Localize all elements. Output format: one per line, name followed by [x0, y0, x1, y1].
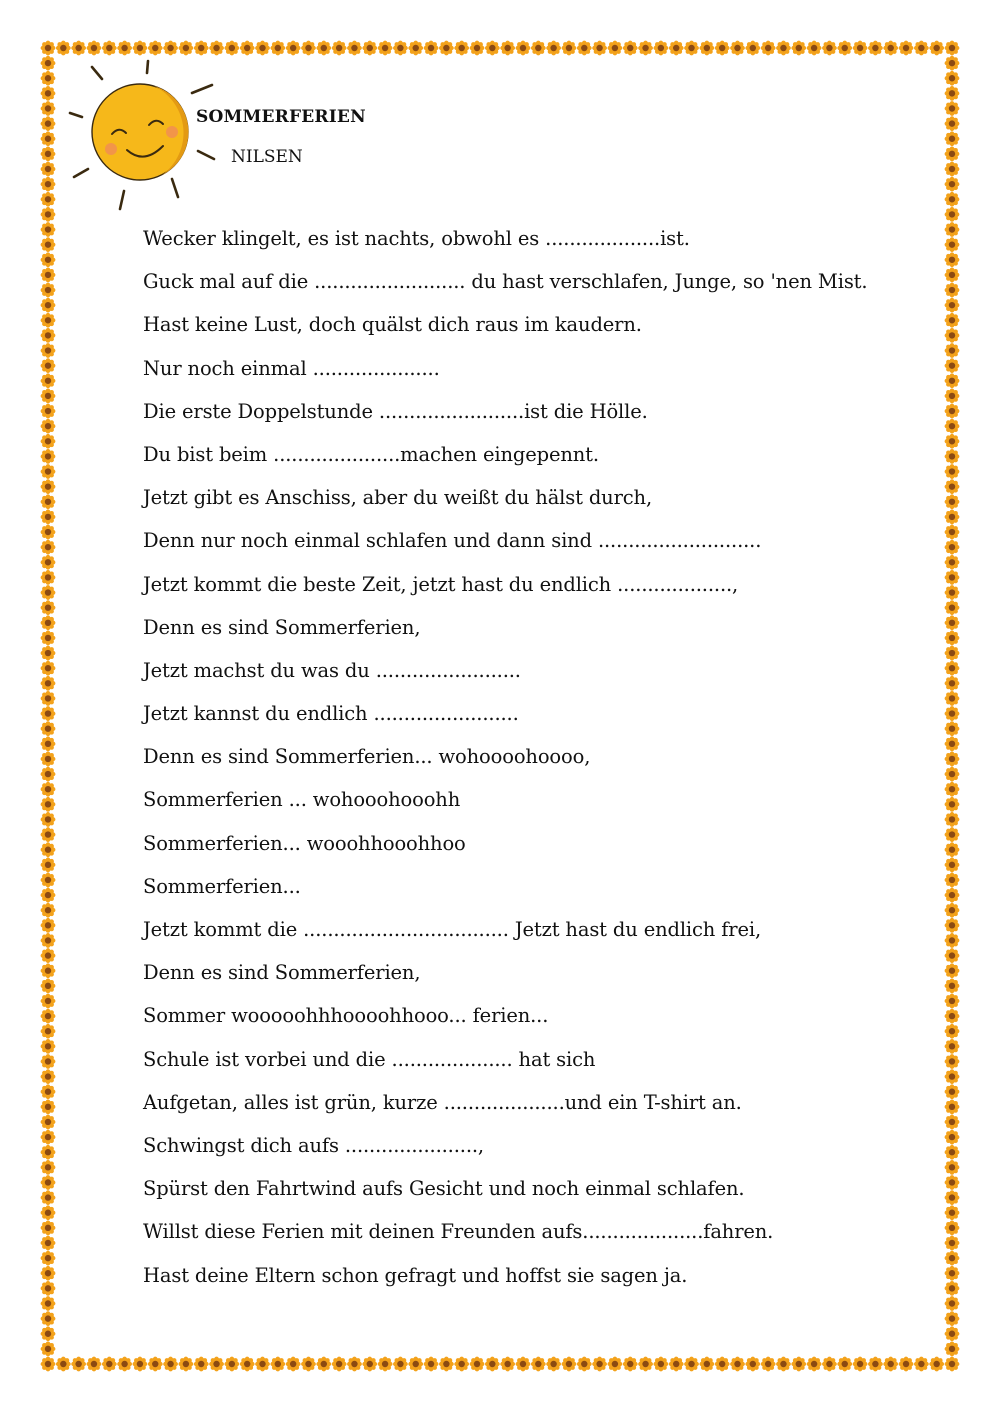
lyric-line: Hast deine Eltern schon gefragt und hoffst sie sagen ja.	[143, 1263, 688, 1287]
lyrics-list	[143, 222, 903, 1302]
lyric-line: Jetzt gibt es Anschiss, aber du weißt du hälst durch,	[143, 486, 652, 510]
lyric-line: Willst diese Ferien mit deinen Freunden aufs....................fahren.	[143, 1220, 774, 1244]
lyric-line: Denn es sind Sommerferien,	[143, 961, 421, 985]
lyric-line: Sommerferien ... wohooohooohh	[143, 788, 461, 812]
lyric-line: Sommer wooooohhhoooohhooo... ferien...	[143, 1004, 549, 1028]
lyric-line: Spürst den Fahrtwind aufs Gesicht und noch einmal schlafen.	[143, 1177, 745, 1201]
lyric-line: Schwingst dich aufs ......................,	[143, 1133, 484, 1157]
lyric-line: Nur noch einmal .....................	[143, 356, 440, 380]
smiling-sun-icon	[62, 55, 222, 215]
lyric-line: Wecker klingelt, es ist nachts, obwohl es ...................ist.	[143, 227, 690, 250]
lyric-line: Jetzt machst du was du ........................	[143, 658, 521, 682]
lyric-line: Denn es sind Sommerferien,	[143, 615, 421, 639]
lyric-line: Sommerferien...	[143, 874, 301, 898]
lyric-line: Guck mal auf die ......................... du hast verschlafen, Junge, so 'nen Mist.	[143, 270, 868, 294]
lyric-line: Schule ist vorbei und die .................... hat sich	[143, 1047, 596, 1071]
lyric-line: Du bist beim .....................machen eingepennt.	[143, 442, 599, 466]
lyric-line: Sommerferien... wooohhooohhoo	[143, 831, 466, 855]
lyric-line: Denn es sind Sommerferien... wohoooohoooo,	[143, 745, 591, 769]
song-title: SOMMERFERIEN	[196, 107, 366, 127]
lyric-line: Jetzt kommt die .................................. Jetzt hast du endlich frei,	[143, 918, 761, 941]
lyric-line: Jetzt kannst du endlich ........................	[143, 702, 519, 726]
artist-name: NILSEN	[231, 147, 303, 167]
lyric-line: Die erste Doppelstunde ........................ist die Hölle.	[143, 399, 648, 423]
lyric-line: Denn nur noch einmal schlafen und dann sind ...........................	[143, 529, 762, 553]
lyric-line: Hast keine Lust, doch quälst dich raus im kaudern.	[143, 313, 642, 337]
lyric-line: Aufgetan, alles ist grün, kurze ....................und ein T-shirt an.	[143, 1090, 742, 1114]
lyric-line: Jetzt kommt die beste Zeit, jetzt hast du endlich ...................,	[143, 572, 739, 596]
